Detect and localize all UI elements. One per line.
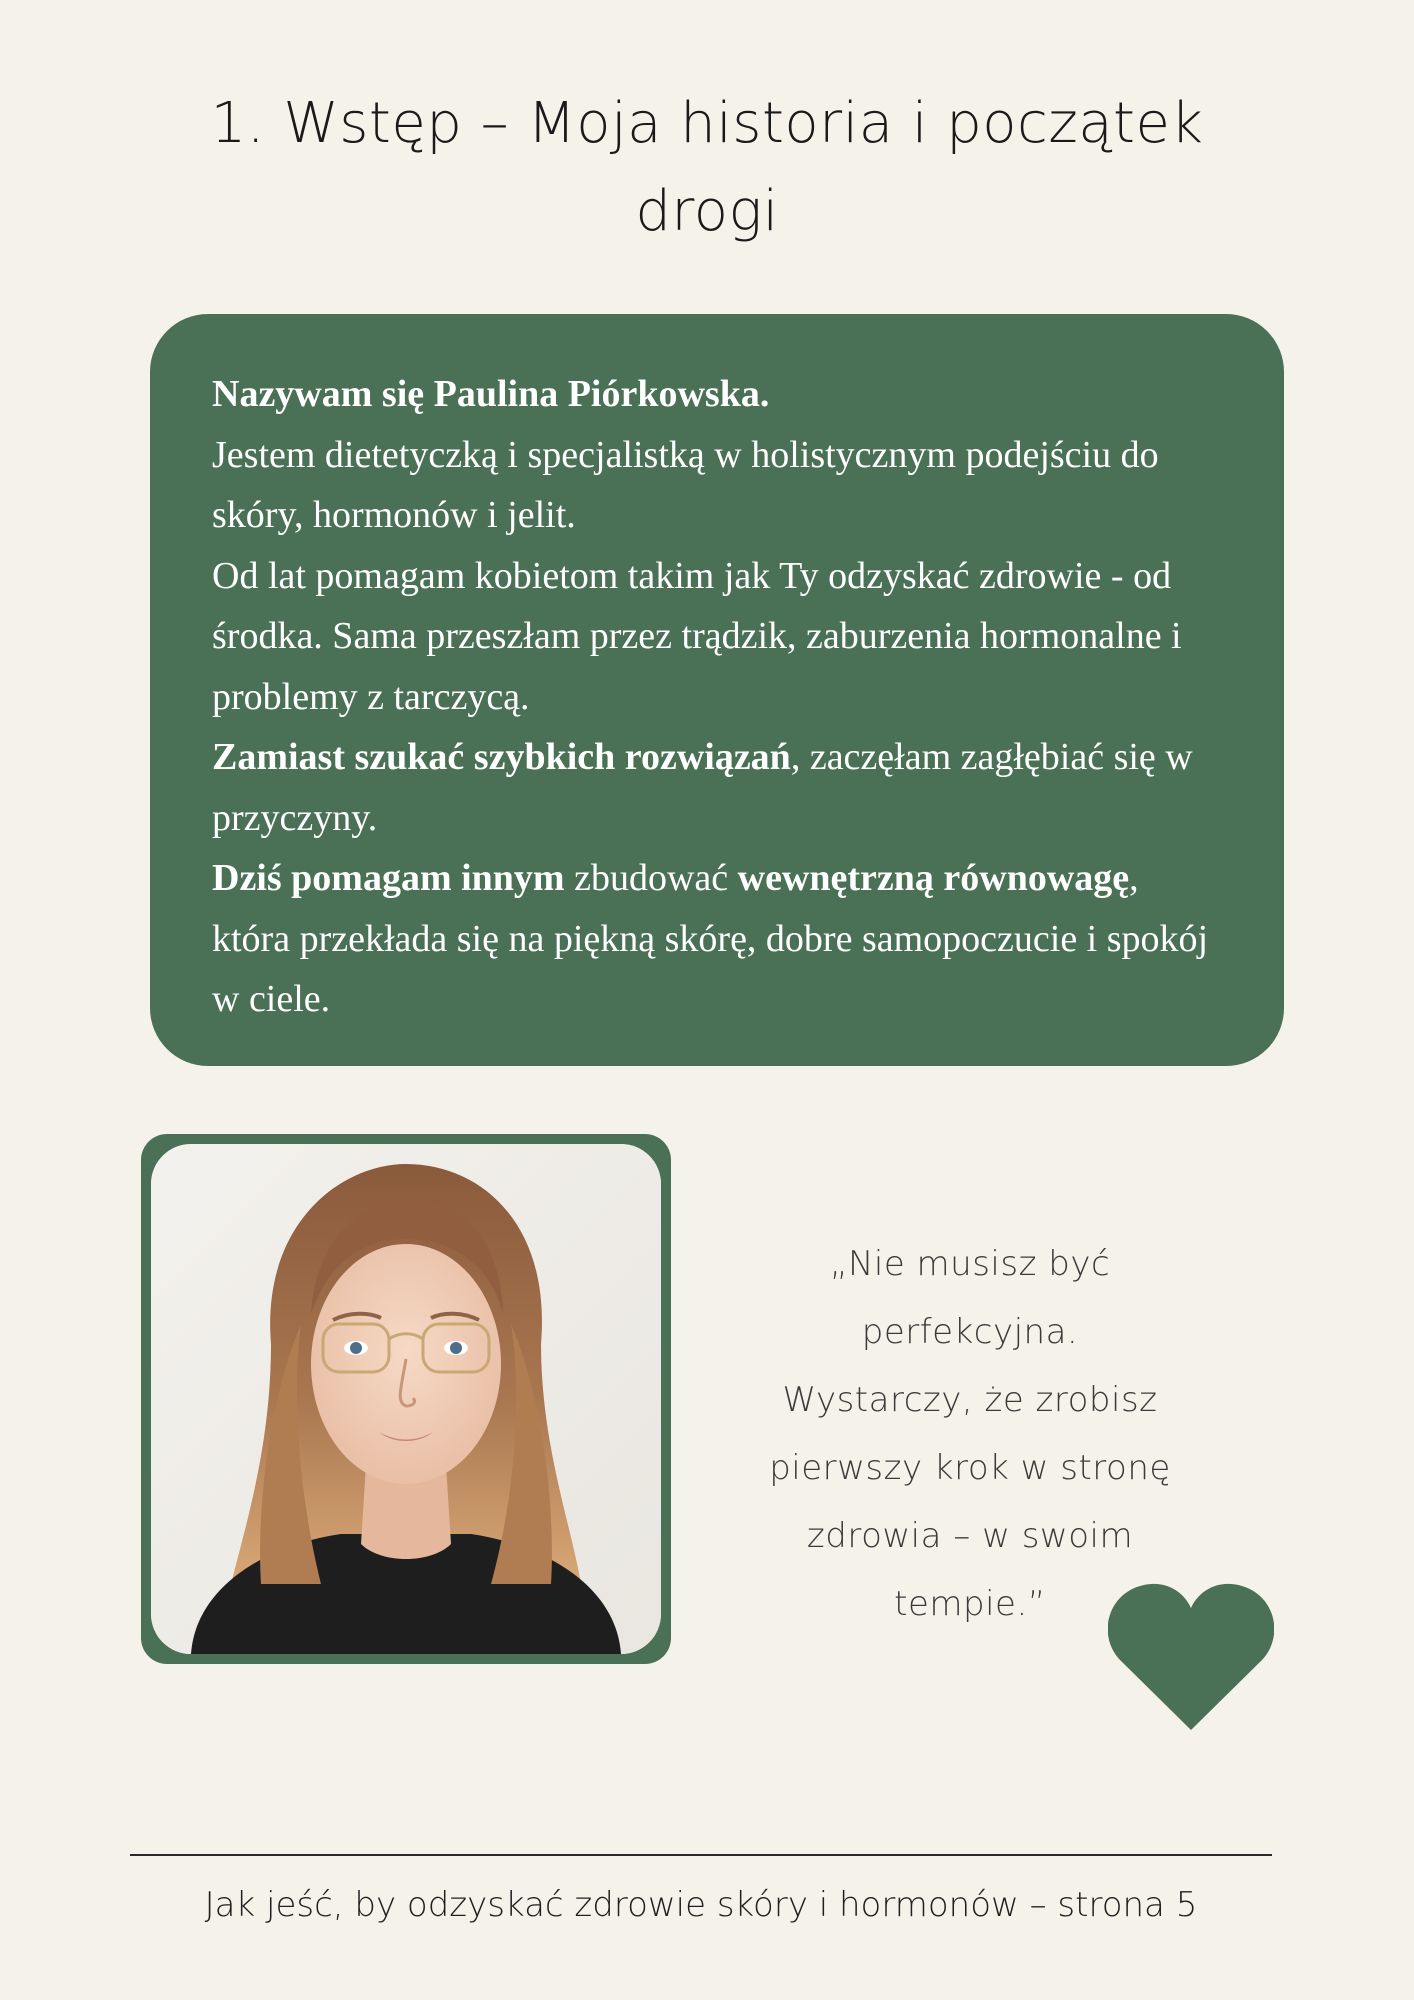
quote-line: perfekcyjna. [861, 1312, 1079, 1352]
intro-role: Jestem dietetyczką i specjalistką w holistycznym podejściu do skóry, hormonów i jelit. [212, 433, 1159, 536]
intro-mission-bold1: Dziś pomagam innym [212, 857, 565, 899]
intro-approach [212, 727, 1224, 848]
page-title-line2: drogi [635, 179, 779, 244]
quote-line: Wystarczy, że zrobisz [782, 1380, 1158, 1420]
portrait-frame [141, 1134, 671, 1664]
page-footer: Jak jeść, by odzyskać zdrowie skóry i hormonów – strona 5 [204, 1885, 1198, 1925]
intro-mission-bold2: wewnętrzną równowagę [737, 857, 1130, 899]
intro-approach-bold: Zamiast szukać szybkich rozwiązań [212, 736, 791, 778]
page-title-line1: 1. Wstęp – Moja historia i początek [210, 91, 1204, 156]
quote-block [740, 1230, 1200, 1638]
portrait-photo [151, 1144, 661, 1654]
heart-icon [1108, 1582, 1274, 1730]
intro-mission [212, 848, 1224, 1030]
intro-mission-mid: zbudować [564, 857, 738, 899]
quote-line: zdrowia – w swoim [806, 1516, 1134, 1556]
footer-divider [130, 1854, 1272, 1856]
intro-name [212, 364, 1224, 425]
intro-story: Od lat pomagam kobietom takim jak Ty odzyskać zdrowie - od środka. Sama przeszłam przez trądzik, zaburzenia hormonalne i problemy z tarczycą. [212, 554, 1182, 718]
intro-name-bold: Nazywam się Paulina Piórkowska. [212, 373, 770, 415]
quote-line: „Nie musisz być [829, 1244, 1111, 1284]
intro-card [150, 314, 1284, 1066]
intro-mission-rest: , która przekłada się na piękną skórę, dobre samopoczucie i spokój w ciele. [212, 857, 1209, 1020]
quote-line: tempie.” [894, 1584, 1046, 1624]
quote-line: pierwszy krok w stronę [769, 1448, 1171, 1488]
intro-approach-rest: , zaczęłam zagłębiać się w przyczyny. [212, 736, 1193, 839]
portrait-illustration [151, 1144, 661, 1654]
page-title [140, 80, 1274, 256]
